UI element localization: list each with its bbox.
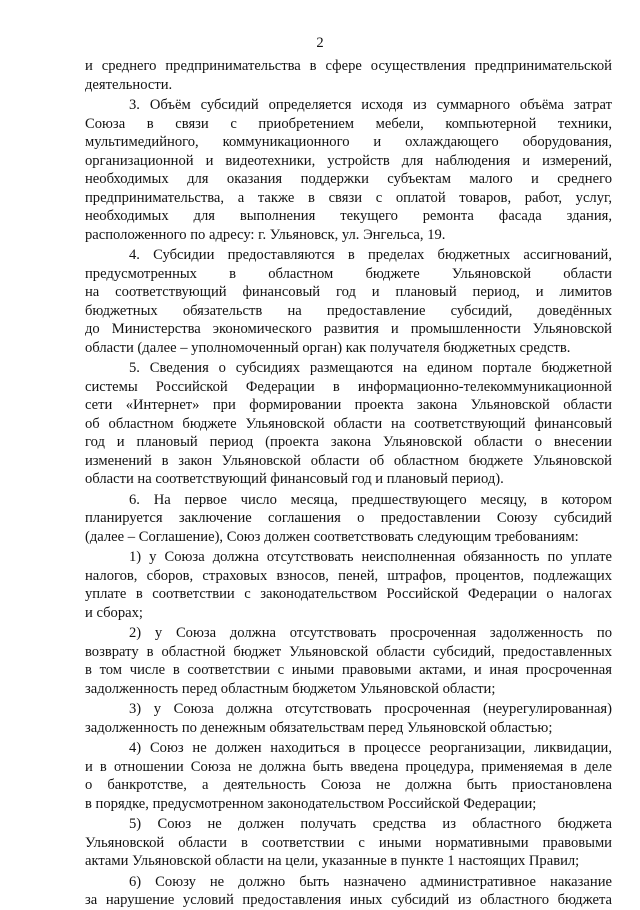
text-line: за нарушение условий предоставления иных субсидий из областного бюджета	[85, 892, 612, 908]
text-line: о банкротстве, а деятельность Союза не должна быть приостановлена	[85, 777, 612, 793]
paragraph-p6_6	[85, 873, 612, 910]
text-line: 3. Объём субсидий определяется исходя из суммарного объёма затрат	[129, 97, 612, 113]
text-line: (далее – Соглашение), Союз должен соответствовать следующим требованиям:	[85, 528, 579, 545]
paragraph-p6	[85, 491, 612, 547]
text-line: 1) у Союза должна отсутствовать неисполненная обязанность по уплате	[129, 549, 612, 565]
paragraph-p4	[85, 246, 612, 357]
text-line: планируется заключение соглашения о предоставлении Союзу субсидий	[85, 510, 612, 526]
text-line: области (далее – уполномоченный орган) как получателя бюджетных средств.	[85, 339, 571, 356]
paragraph-p5	[85, 359, 612, 489]
text-line: уплате в соответствии с законодательством Российской Федерации о налогах	[85, 586, 612, 602]
text-line: в том числе в соответствии с иными правовыми актами, и иная просроченная	[85, 662, 612, 678]
text-line: 4. Субсидии предоставляются в пределах бюджетных ассигнований,	[129, 247, 612, 263]
text-line: налогов, сборов, страховых взносов, пеней, штрафов, процентов, подлежащих	[85, 567, 612, 584]
text-line: 5. Сведения о субсидиях размещаются на едином портале бюджетной	[129, 360, 612, 376]
text-line: сети «Интернет» при формировании проекта закона Ульяновской области	[85, 397, 612, 413]
text-line: необходимых для выполнения текущего ремонта фасада здания,	[85, 208, 612, 224]
text-line: 5) Союз не должен получать средства из областного бюджета	[129, 816, 612, 832]
text-line: бюджетных обязательств на предоставление субсидий, доведённых	[85, 302, 612, 319]
paragraph-p0	[85, 57, 612, 94]
text-line: до Министерства экономического развития и промышленности Ульяновской	[85, 321, 612, 337]
text-line: возврату в областной бюджет Ульяновской области субсидий, предоставленных	[85, 643, 612, 660]
text-line: актами Ульяновской области на цели, указанные в пункте 1 настоящих Правил;	[85, 853, 580, 869]
text-line: 6. На первое число месяца, предшествующего месяцу, в котором	[129, 491, 612, 508]
document-body	[85, 57, 612, 910]
text-line: области на соответствующий финансовый год и плановый период).	[85, 471, 504, 487]
text-line: об областном бюджете Ульяновской области на соответствующий финансовый	[85, 415, 612, 432]
text-line: и сборах;	[85, 604, 143, 621]
text-line: 3) у Союза должна отсутствовать просроченная (неурегулированная)	[129, 701, 612, 717]
text-line: мультимедийного, коммуникационного и охлаждающего оборудования,	[85, 134, 612, 150]
text-line: 6) Союзу не должно быть назначено административное наказание	[129, 873, 612, 890]
paragraph-p6_4	[85, 739, 612, 813]
text-line: предусмотренных в областном бюджете Ульяновской области	[85, 265, 612, 282]
text-line: необходимых для оказания поддержки субъектам малого и среднего	[85, 171, 612, 187]
text-line: на соответствующий финансовый год и плановый период, и лимитов	[85, 284, 612, 300]
text-line: и среднего предпринимательства в сфере осуществления предпринимательской	[85, 58, 612, 74]
text-line: Союза в связи с приобретением мебели, компьютерной техники,	[85, 115, 612, 132]
paragraph-p6_3	[85, 700, 612, 737]
paragraph-p6_1	[85, 548, 612, 622]
paragraph-p6_5	[85, 815, 612, 871]
text-line: системы Российской Федерации в информационно-телекоммуникационной	[85, 378, 612, 395]
paragraph-p3	[85, 96, 612, 244]
text-line: изменений в закон Ульяновской области об областном бюджете Ульяновской	[85, 452, 612, 469]
text-line: предпринимательства, а также в связи с оплатой товаров, работ, услуг,	[85, 189, 612, 206]
page-number: 2	[316, 35, 324, 51]
text-line: Ульяновской области в соответствии с иными нормативными правовыми	[85, 834, 612, 851]
text-line: расположенного по адресу: г. Ульяновск, ул. Энгельса, 19.	[85, 226, 446, 243]
text-line: в порядке, предусмотренном законодательством Российской Федерации;	[85, 795, 537, 812]
text-line: и в отношении Союза не должна быть введена процедура, применяемая в деле	[85, 758, 612, 775]
paragraph-p6_2	[85, 624, 612, 698]
text-line: 2) у Союза должна отсутствовать просроченная задолженность по	[129, 625, 612, 641]
text-line: задолженность перед областным бюджетом Ульяновской области;	[85, 680, 496, 697]
text-line: деятельности.	[85, 76, 173, 93]
text-line: 4) Союз не должен находиться в процессе реорганизации, ликвидации,	[129, 740, 612, 756]
text-line: задолженность по денежным обязательствам перед Ульяновской областью;	[85, 719, 553, 736]
text-line: год и плановый период (проекта закона Ульяновской области о внесении	[85, 434, 612, 450]
text-line: организационной и видеотехники, устройств для наблюдения и измерений,	[85, 152, 612, 169]
